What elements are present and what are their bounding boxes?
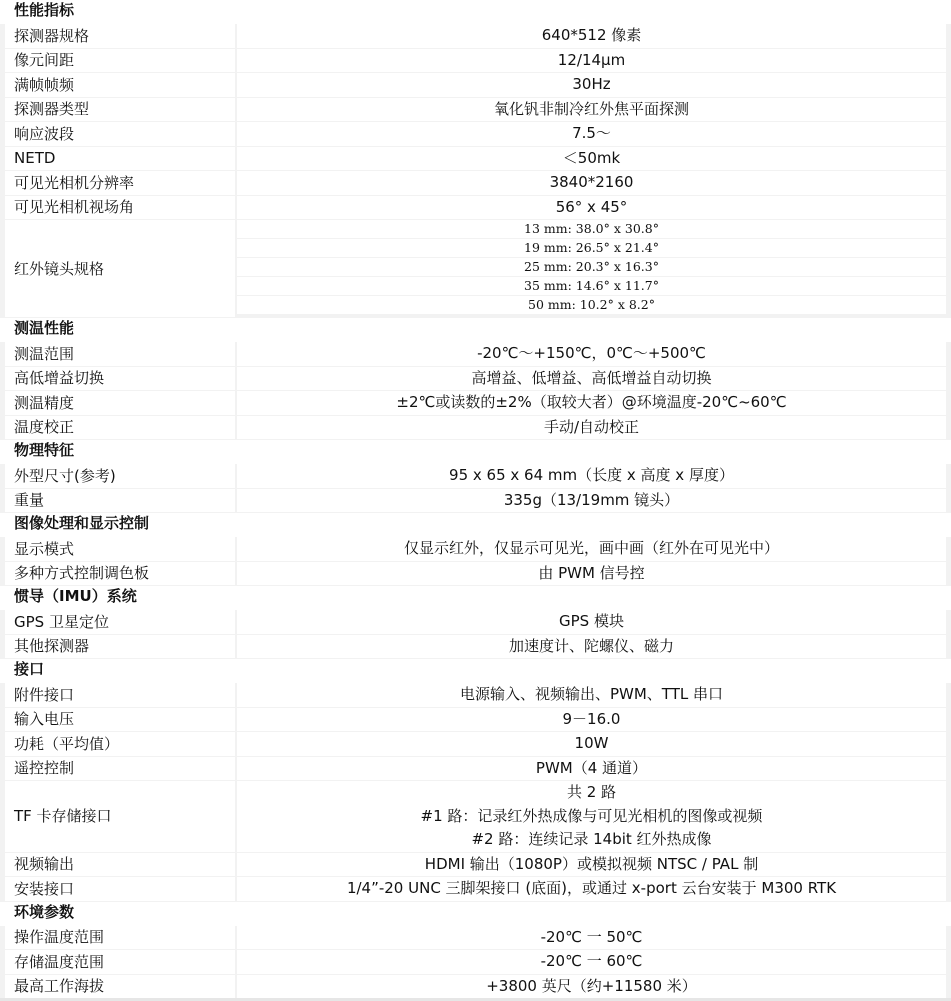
row-label: 遥控控制 xyxy=(14,759,75,778)
row-label: 可见光相机分辨率 xyxy=(14,173,135,192)
section-title: 性能指标 xyxy=(14,1,75,19)
table-row xyxy=(0,610,951,635)
row-label-cell xyxy=(5,926,235,950)
lens-spec-value: 13 mm: 38.0° x 30.8° xyxy=(237,220,946,238)
row-label: 满帧帧频 xyxy=(14,75,75,94)
row-value-cell xyxy=(237,98,946,122)
row-value: 640*512 像素 xyxy=(541,26,642,44)
row-label: 重量 xyxy=(14,491,45,510)
row-label-cell xyxy=(5,853,235,877)
row-value-cell xyxy=(237,147,946,171)
table-row xyxy=(0,975,951,1000)
row-value: 仅显示红外，仅显示可见光，画中画（红外在可见光中） xyxy=(403,539,779,557)
row-label-cell xyxy=(5,391,235,415)
row-label: 可见光相机视场角 xyxy=(14,198,135,217)
row-label: 探测器规格 xyxy=(14,26,90,45)
table-row xyxy=(0,562,951,587)
row-value: 高增益、低增益、高低增益自动切换 xyxy=(471,368,712,387)
row-value-cell xyxy=(237,853,946,877)
table-row xyxy=(0,342,951,367)
row-label-cell xyxy=(5,610,235,634)
table-row xyxy=(0,635,951,660)
row-label-cell xyxy=(5,416,235,440)
row-value-cell xyxy=(237,49,946,73)
table-row xyxy=(0,49,951,74)
row-label-cell xyxy=(5,781,235,852)
row-value-cell xyxy=(237,757,946,781)
row-value-cell xyxy=(237,975,946,999)
row-value: 9－16.0 xyxy=(562,709,621,728)
row-value-cell xyxy=(237,24,946,48)
row-label-cell xyxy=(5,489,235,513)
row-label-cell xyxy=(5,24,235,48)
table-row xyxy=(0,464,951,489)
row-label-cell xyxy=(5,464,235,488)
table-row xyxy=(0,683,951,708)
row-label: 其他探测器 xyxy=(14,637,90,656)
row-label: 附件接口 xyxy=(14,685,75,704)
row-label: 响应波段 xyxy=(14,124,75,143)
lens-spec-value: 50 mm: 10.2° x 8.2° xyxy=(237,296,946,314)
table-row xyxy=(0,73,951,98)
row-label-cell xyxy=(5,975,235,999)
row-value-cell xyxy=(237,464,946,488)
row-value: -20℃ 一 60℃ xyxy=(540,952,643,970)
row-label-cell xyxy=(5,98,235,122)
row-value-cell xyxy=(237,489,946,513)
row-label-cell xyxy=(5,732,235,756)
row-value-cell xyxy=(237,610,946,634)
section-header xyxy=(0,318,951,342)
row-value-cell xyxy=(237,171,946,195)
row-label-cell xyxy=(5,147,235,171)
row-value: ±2℃或读数的±2%（取较大者）@环境温度-20℃~60℃ xyxy=(396,393,787,411)
row-value-cell xyxy=(237,220,946,317)
row-label: 多种方式控制调色板 xyxy=(14,564,150,583)
lens-spec-value: 19 mm: 26.5° x 21.4° xyxy=(237,239,946,257)
row-label-cell xyxy=(5,122,235,146)
table-row xyxy=(0,122,951,147)
section-title: 图像处理和显示控制 xyxy=(14,514,150,532)
row-label: 温度校正 xyxy=(14,418,75,437)
row-label-cell xyxy=(5,367,235,391)
lens-spec-value: 35 mm: 14.6° x 11.7° xyxy=(237,277,946,295)
table-row xyxy=(0,220,951,318)
table-row xyxy=(0,24,951,49)
row-label: 高低增益切换 xyxy=(14,369,105,388)
section-header xyxy=(0,513,951,537)
table-row xyxy=(0,781,951,853)
row-value-cell xyxy=(237,122,946,146)
row-value: 手动/自动校正 xyxy=(543,417,640,436)
table-row xyxy=(0,757,951,782)
row-value: GPS 模块 xyxy=(559,612,624,630)
table-row xyxy=(0,98,951,123)
row-label: NETD xyxy=(14,149,56,168)
row-value: ＜50mk xyxy=(562,148,621,167)
row-label: 探测器类型 xyxy=(14,100,90,119)
row-value: 12/14μm xyxy=(557,50,626,69)
table-row xyxy=(0,537,951,562)
lens-spec-value: 25 mm: 20.3° x 16.3° xyxy=(237,258,946,276)
row-value-cell xyxy=(237,708,946,732)
row-label-cell xyxy=(5,950,235,974)
row-value: +3800 英尺（约+11580 米） xyxy=(486,976,697,995)
row-value: 由 PWM 信号控 xyxy=(538,563,645,582)
row-value: HDMI 输出（1080P）或模拟视频 NTSC / PAL 制 xyxy=(424,854,759,873)
section-header xyxy=(0,902,951,926)
row-label-cell xyxy=(5,757,235,781)
section-title: 物理特征 xyxy=(14,441,75,459)
row-value-cell xyxy=(237,342,946,366)
row-value: #1 路：记录红外热成像与可见光相机的图像或视频 xyxy=(420,806,763,825)
table-row xyxy=(0,732,951,757)
section-header xyxy=(0,659,951,683)
row-value: -20℃ 一 50℃ xyxy=(540,927,643,946)
row-label-cell xyxy=(5,683,235,707)
table-row xyxy=(0,367,951,392)
row-label: 测温范围 xyxy=(14,344,75,363)
row-value-cell xyxy=(237,635,946,659)
row-label: GPS 卫星定位 xyxy=(14,612,109,631)
row-value-cell xyxy=(237,683,946,707)
row-value: 3840*2160 xyxy=(549,173,634,191)
row-value-cell xyxy=(237,196,946,220)
row-value-cell xyxy=(237,562,946,586)
row-label-cell xyxy=(5,171,235,195)
row-label: 视频输出 xyxy=(14,855,75,874)
row-label-cell xyxy=(5,342,235,366)
row-value-cell xyxy=(237,926,946,950)
row-value: 电源输入、视频输出、PWM、TTL 串口 xyxy=(459,685,723,703)
section-title: 环境参数 xyxy=(14,902,75,921)
row-value: 95 x 65 x 64 mm（长度 x 高度 x 厚度） xyxy=(449,466,734,484)
row-label-cell xyxy=(5,220,235,317)
row-value-cell xyxy=(237,950,946,974)
row-label-cell xyxy=(5,537,235,561)
section-title: 测温性能 xyxy=(14,319,75,337)
row-value-cell xyxy=(237,73,946,97)
section-title: 惯导（IMU）系统 xyxy=(14,587,137,605)
row-label-cell xyxy=(5,562,235,586)
row-value-cell xyxy=(237,537,946,561)
row-value: -20℃～+150℃，0℃～+500℃ xyxy=(477,344,706,362)
row-label: 最高工作海拔 xyxy=(14,977,105,996)
row-label: 红外镜头规格 xyxy=(14,259,105,278)
row-label: 外型尺寸(参考) xyxy=(14,466,116,485)
row-label: 输入电压 xyxy=(14,710,75,729)
row-value-cell xyxy=(237,391,946,415)
row-label: 存储温度范围 xyxy=(14,952,105,971)
row-label-cell xyxy=(5,49,235,73)
row-value: 1/4”-20 UNC 三脚架接口 (底面)，或通过 x-port 云台安装于 M300 RTK xyxy=(346,879,837,897)
table-row xyxy=(0,391,951,416)
row-label: 测温精度 xyxy=(14,393,75,412)
row-value-cell xyxy=(237,416,946,440)
row-label-cell xyxy=(5,196,235,220)
row-label-cell xyxy=(5,708,235,732)
row-value-cell xyxy=(237,732,946,756)
row-label-cell xyxy=(5,635,235,659)
table-row xyxy=(0,171,951,196)
table-row xyxy=(0,950,951,975)
row-value: 氧化钒非制冷红外焦平面探测 xyxy=(493,99,689,118)
section-header xyxy=(0,586,951,610)
row-value-cell xyxy=(237,367,946,391)
row-value-cell xyxy=(237,781,946,852)
row-label-cell xyxy=(5,73,235,97)
row-value: #2 路：连续记录 14bit 红外热成像 xyxy=(471,830,712,848)
table-row xyxy=(0,708,951,733)
table-row xyxy=(0,416,951,441)
row-value: 30Hz xyxy=(572,75,611,93)
row-label: 显示模式 xyxy=(14,539,75,558)
row-value: 335g（13/19mm 镜头） xyxy=(503,490,680,509)
row-label: 安装接口 xyxy=(14,879,75,898)
row-value-cell xyxy=(237,877,946,901)
section-header xyxy=(0,0,951,24)
table-row xyxy=(0,853,951,878)
table-row xyxy=(0,926,951,951)
row-label: TF 卡存储接口 xyxy=(14,807,112,826)
row-value: 共 2 路 xyxy=(566,783,617,801)
table-row xyxy=(0,489,951,514)
row-label: 操作温度范围 xyxy=(14,928,105,947)
row-value: 7.5～ xyxy=(572,124,611,142)
table-row xyxy=(0,196,951,221)
row-value: 10W xyxy=(574,734,609,752)
row-label-cell xyxy=(5,877,235,901)
section-header xyxy=(0,440,951,464)
table-row xyxy=(0,147,951,172)
row-label: 像元间距 xyxy=(14,51,75,70)
section-title: 接口 xyxy=(14,660,45,678)
row-value: 56° x 45° xyxy=(555,197,628,216)
row-value: 加速度计、陀螺仪、磁力 xyxy=(508,636,674,655)
row-label: 功耗（平均值） xyxy=(14,734,120,753)
table-row xyxy=(0,877,951,902)
row-value: PWM（4 通道） xyxy=(535,758,648,777)
